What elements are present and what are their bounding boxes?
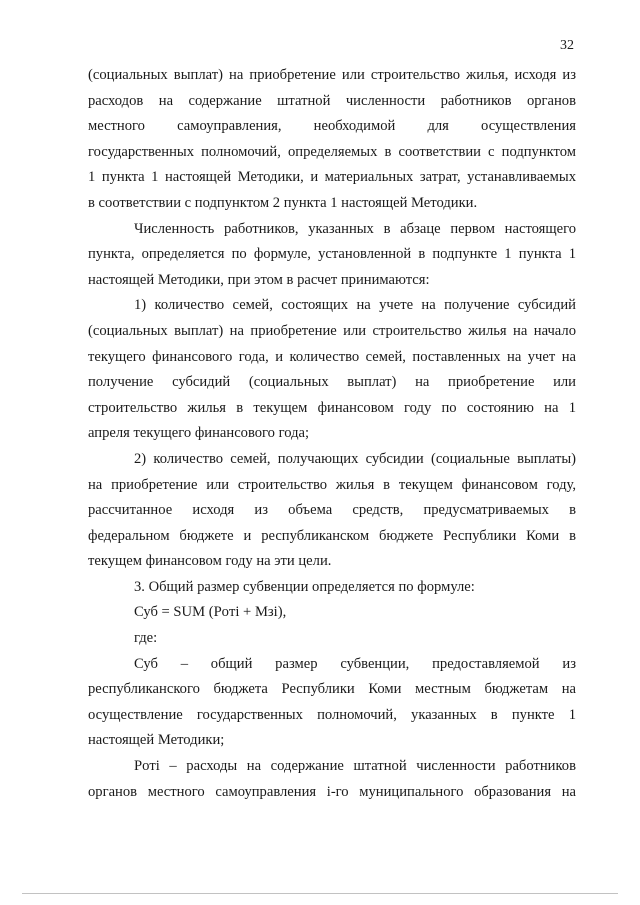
text-line: Суб – общий размер субвенции, предоставляемой из — [134, 655, 576, 672]
text-line: где: — [134, 630, 158, 647]
text-line: 3. Общий размер субвенции определяется по формуле: — [134, 578, 475, 595]
text-line: в соответствии с подпунктом 2 пункта 1 настоящей Методики. — [88, 194, 478, 211]
text-line: строительство жилья в текущем финансовом году по состоянию на 1 — [88, 399, 576, 416]
text-line: пункта, определяется по формуле, установленной в подпункте 1 пункта 1 — [88, 246, 576, 263]
page-number: 32 — [560, 38, 574, 53]
text-line: федеральном бюджете и республиканском бюджете Республики Коми в — [88, 527, 576, 544]
text-line: (социальных выплат) на приобретение или строительство жилья, исходя из — [88, 67, 576, 83]
body-text — [88, 63, 576, 805]
text-line: государственных полномочий, определяемых в соответствии с подпунктом — [88, 143, 576, 160]
text-line: текущего финансового года, и количество семей, поставленных на учет на — [88, 348, 576, 365]
text-line: Рoтi – расходы на содержание штатной численности работников — [134, 758, 576, 775]
text-line: республиканского бюджета Республики Коми местным бюджетам на — [88, 681, 576, 698]
text-line: Суб = SUM (Рoтi + Mзi), — [134, 604, 287, 621]
text-line: текущем финансовом году на эти цели. — [88, 553, 332, 570]
text-line: апреля текущего финансового года; — [88, 425, 310, 442]
text-line: 1 пункта 1 настоящей Методики, и материальных затрат, устанавливаемых — [88, 169, 576, 186]
text-line: настоящей Методики, при этом в расчет принимаются: — [88, 271, 430, 288]
text-line: рассчитанное исходя из объема средств, предусматриваемых в — [88, 502, 576, 519]
text-line: получение субсидий (социальных выплат) на приобретение или — [88, 374, 576, 391]
text-line: (социальных выплат) на приобретение или строительство жилья на начало — [88, 322, 576, 339]
text-line: расходов на содержание штатной численности работников органов — [88, 92, 576, 109]
text-line: на приобретение или строительство жилья в текущем финансовом году, — [88, 476, 576, 493]
text-line: Численность работников, указанных в абзаце первом настоящего — [134, 220, 576, 237]
text-line: 2) количество семей, получающих субсидии (социальные выплаты) — [134, 450, 576, 467]
bottom-rule — [22, 893, 618, 894]
text-line: органов местного самоуправления i-го муниципального образования на — [88, 783, 576, 800]
text-line: осуществление государственных полномочий, указанных в пункте 1 — [88, 706, 576, 723]
text-line: настоящей Методики; — [88, 732, 225, 749]
text-line: 1) количество семей, состоящих на учете на получение субсидий — [134, 297, 576, 314]
text-line: местного самоуправления, необходимой для осуществления — [88, 118, 576, 135]
